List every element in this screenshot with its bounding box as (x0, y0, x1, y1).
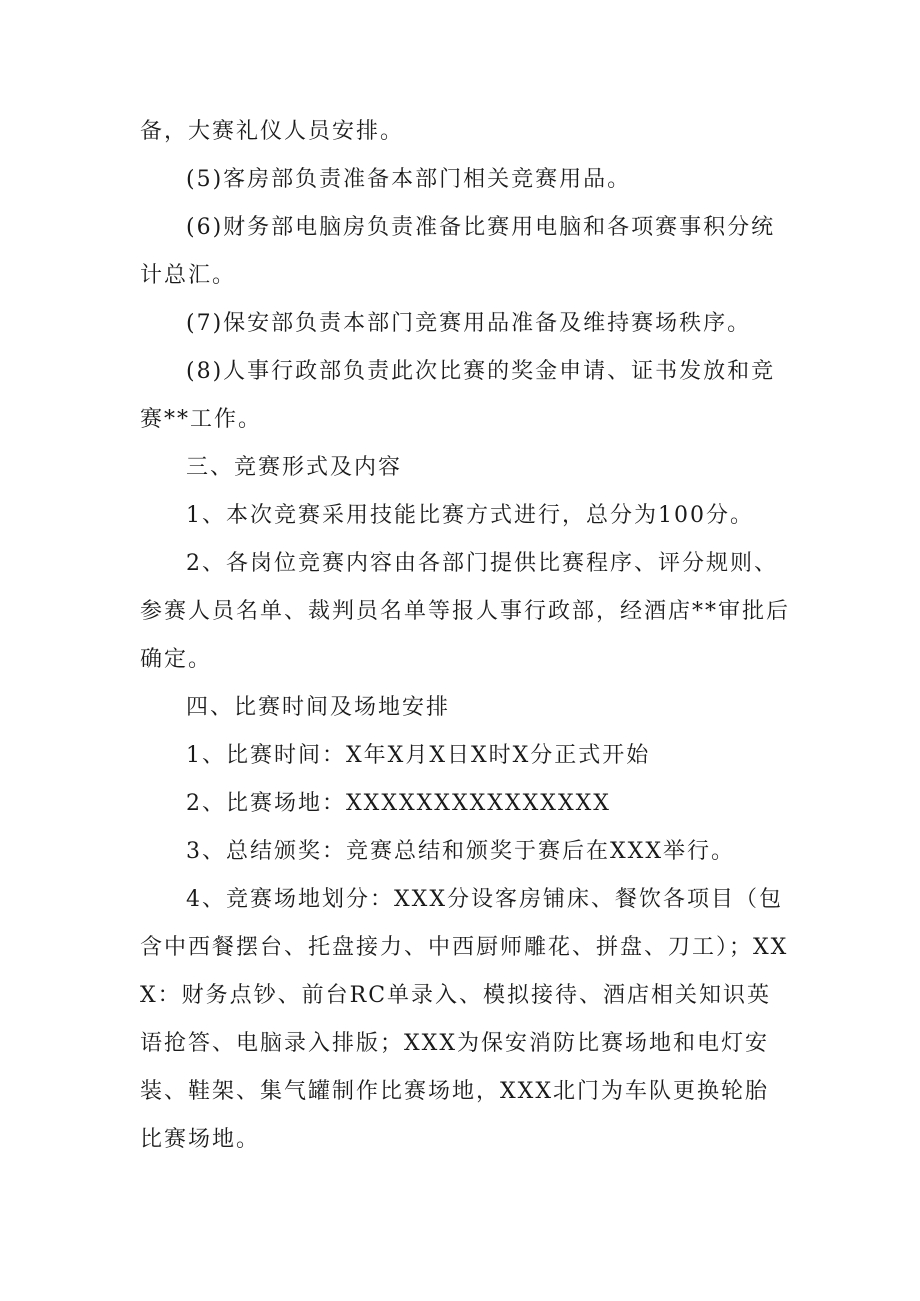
paragraph-4-1: 1、比赛时间：X年X月X日X时X分正式开始 (186, 743, 651, 768)
paragraph-3-1: 1、本次竞赛采用技能比赛方式进行，总分为100分。 (186, 503, 754, 528)
paragraph-4-2: 2、比赛场地：XXXXXXXXXXXXXXX (186, 791, 611, 816)
paragraph-item-8: (8)人事行政部负责此次比赛的奖金申请、证书发放和竞赛**工作。 (140, 359, 776, 432)
paragraph-item-6: (6)财务部电脑房负责准备比赛用电脑和各项赛事积分统计总汇。 (140, 215, 776, 288)
section-heading-3: 三、竞赛形式及内容 (186, 455, 403, 480)
paragraph-3-2: 2、各岗位竞赛内容由各部门提供比赛程序、评分规则、参赛人员名单、裁判员名单等报人事行政部，经酒店**审批后确定。 (140, 551, 791, 672)
paragraph-4-3: 3、总结颁奖：竞赛总结和颁奖于赛后在XXX举行。 (186, 839, 735, 864)
paragraph-4-4: 4、竞赛场地划分：XXX分设客房铺床、餐饮各项目（包含中西餐摆台、托盘接力、中西厨师雕花、拼盘、刀工）；XXX：财务点钞、前台RC单录入、模拟接待、酒店相关知识英语抢答、电脑录入排版；XXX为保安消防比赛场地和电灯安装、鞋架、集气罐制作比赛场地，XXX北门为车队更换轮胎比赛场地。 (140, 887, 789, 1152)
document-body (140, 108, 790, 1164)
paragraph-item-7: (7)保安部负责本部门竞赛用品准备及维持赛场秩序。 (186, 311, 752, 336)
paragraph-continuation: 备，大赛礼仪人员安排。 (140, 119, 405, 144)
section-heading-4: 四、比赛时间及场地安排 (186, 695, 451, 720)
paragraph-item-5: (5)客房部负责准备本部门相关竞赛用品。 (186, 167, 632, 192)
